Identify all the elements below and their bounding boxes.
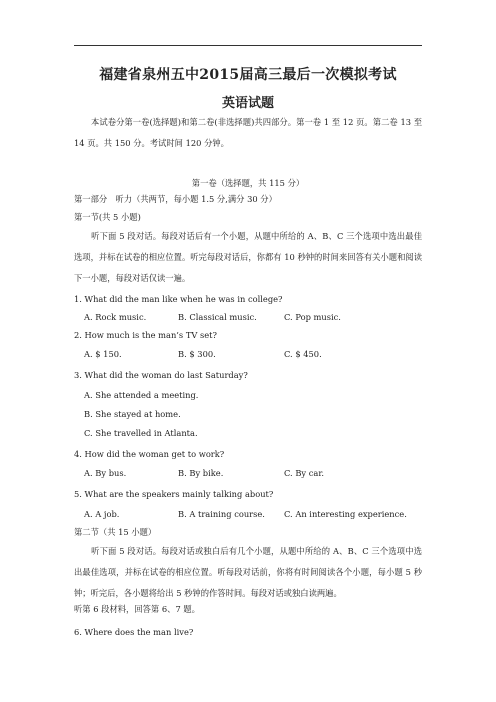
option-b[interactable]: B. A training course. — [178, 509, 265, 519]
option-b[interactable]: B. Classical music. — [178, 312, 257, 322]
option-b[interactable]: B. By bike. — [178, 468, 224, 478]
question-2: 2. How much is the man’s TV set? — [74, 330, 217, 340]
question-3: 3. What did the woman do last Saturday? — [74, 370, 248, 380]
section1-instructions-text: 听下面 5 段对话。每段对话后有一个小题，从题中所给的 A、B、C 三个选项中选出最佳选项，并标在试卷的相应位置。听完每段对话后，你都有 10 秒钟的时间来回答有关小题和阅读下一小题，每段对话仅读一遍。 — [74, 231, 422, 283]
question-5: 5. What are the speakers mainly talking about? — [74, 489, 274, 499]
intro-text: 本试卷分第一卷(选择题)和第二卷(非选择题)共四部分。第一卷 1 至 12 页。第二卷 13 至 14 页。共 150 分。考试时间 120 分钟。 — [74, 117, 422, 148]
option-c[interactable]: C. Pop music. — [284, 312, 341, 322]
volume1-heading: 第一卷（选择题，共 115 分） — [191, 178, 305, 188]
option-a[interactable]: A. By bus. — [84, 468, 127, 478]
option-c[interactable]: C. An interesting experience. — [284, 509, 407, 519]
option-c[interactable]: C. She travelled in Atlanta. — [84, 428, 198, 438]
option-a[interactable]: A. She attended a meeting. — [84, 390, 199, 400]
section2-material: 听第 6 段材料，回答第 6、7 题。 — [74, 604, 200, 614]
question-4: 4. How did the woman get to work? — [74, 449, 225, 459]
section2-heading: 第二节（共 15 小题） — [74, 527, 157, 537]
section2-instructions — [74, 541, 422, 604]
exam-title: 福建省泉州五中2015届高三最后一次模拟考试 — [99, 67, 397, 83]
option-a[interactable]: A. A job. — [84, 509, 120, 519]
section1-instructions — [74, 226, 422, 289]
option-a[interactable]: A. $ 150. — [84, 349, 122, 359]
question-1: 1. What did the man like when he was in college? — [74, 294, 283, 304]
header-rule — [74, 45, 422, 46]
intro-paragraph — [74, 112, 422, 154]
option-c[interactable]: C. $ 450. — [284, 349, 322, 359]
part1-heading: 第一部分 听力（共两节，每小题 1.5 分,满分 30 分） — [74, 194, 277, 204]
option-b[interactable]: B. She stayed at home. — [84, 409, 181, 419]
question-6: 6. Where does the man live? — [74, 627, 194, 637]
section1-heading: 第一节(共 5 小题) — [74, 212, 141, 222]
option-c[interactable]: C. By car. — [284, 468, 325, 478]
option-b[interactable]: B. $ 300. — [178, 349, 216, 359]
section2-instructions-text: 听下面 5 段对话。每段对话或独白后有几个小题，从题中所给的 A、B、C 三个选项中选出最佳选项，并标在试卷的相应位置。听每段对话前，你将有时间阅读各个小题，每小题 5 秒钟；听完后，各小题将给出 5 秒钟的作答时间。每段对话或独白读两遍。 — [74, 546, 422, 598]
option-a[interactable]: A. Rock music. — [84, 312, 147, 322]
exam-subtitle: 英语试题 — [221, 96, 274, 111]
